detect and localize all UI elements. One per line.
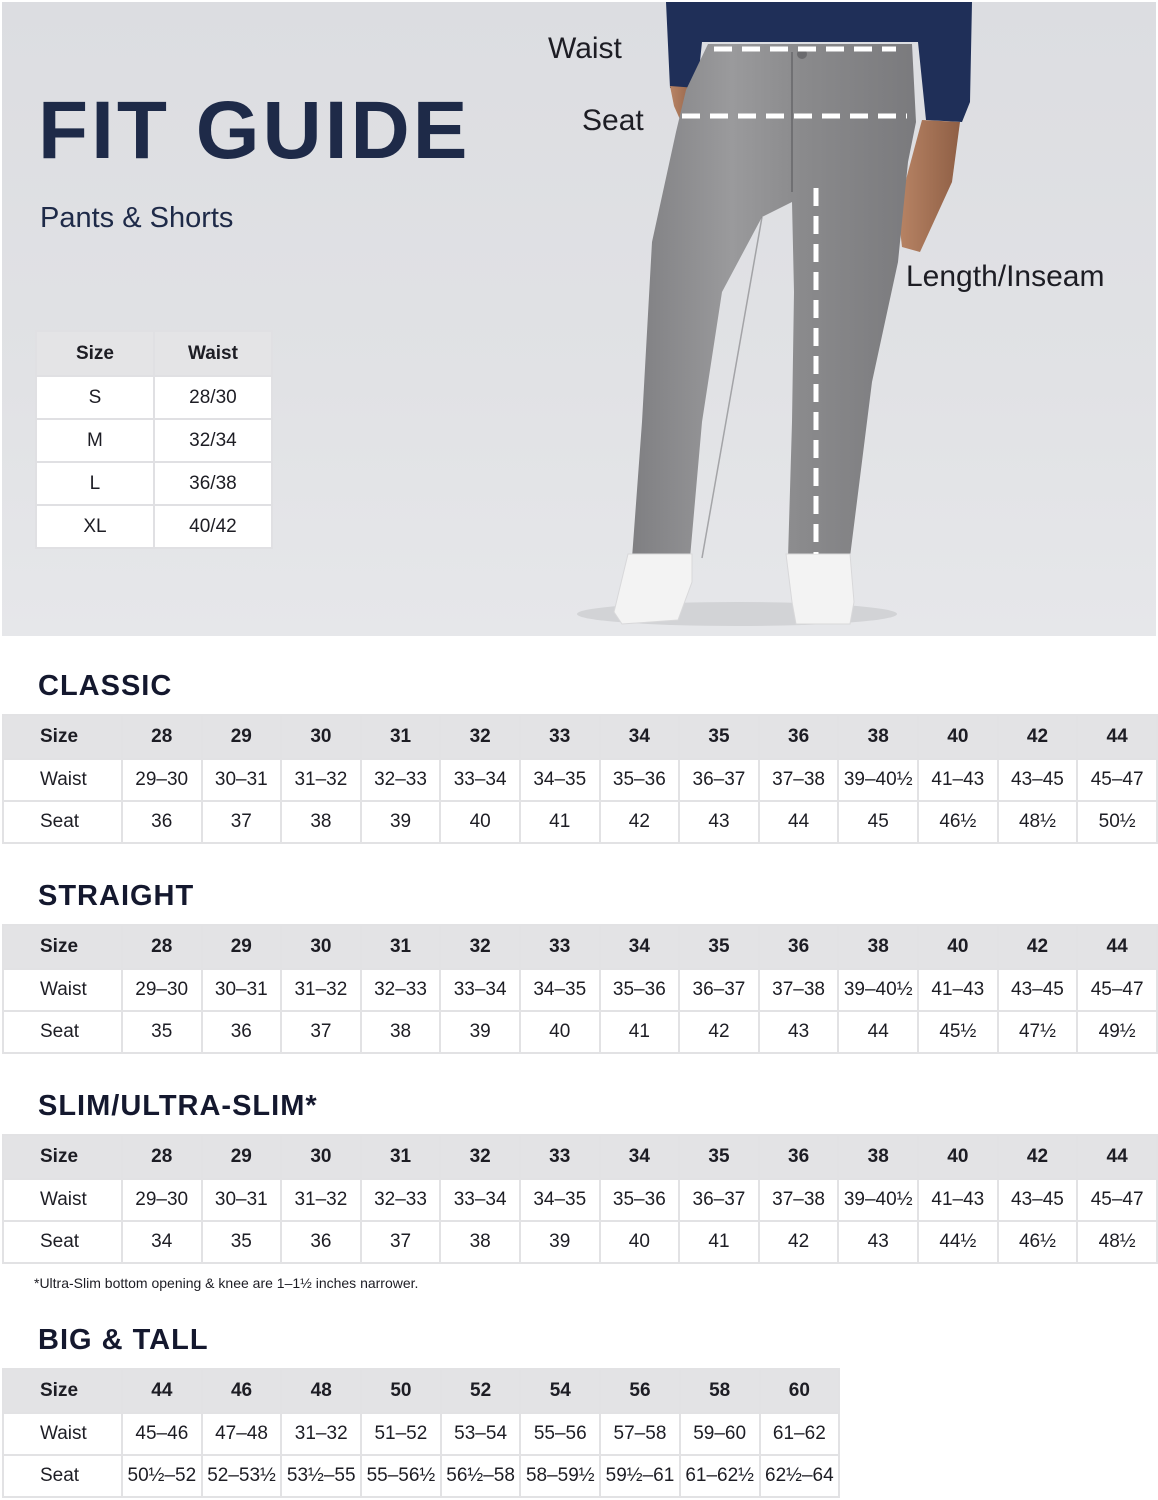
waist-cell: 34–35 — [520, 1179, 600, 1221]
length-inseam-measure-label: Length/Inseam — [906, 260, 1105, 293]
seat-cell: 58–59½ — [520, 1455, 600, 1497]
waist-cell: 31–32 — [281, 759, 361, 801]
size-header-cell: 33 — [520, 925, 600, 969]
size-header-cell: 33 — [520, 715, 600, 759]
waist-cell: 36/38 — [154, 462, 272, 505]
seat-cell: 36 — [281, 1221, 361, 1263]
seat-measure-label: Seat — [582, 104, 644, 137]
seat-cell: 38 — [440, 1221, 520, 1263]
waist-cell: 55–56 — [520, 1413, 600, 1455]
size-header-cell: 35 — [679, 715, 759, 759]
seat-cell: 41 — [679, 1221, 759, 1263]
size-header-cell: 40 — [918, 715, 998, 759]
row-label: Size — [3, 715, 122, 759]
row-label: Waist — [3, 969, 122, 1011]
table-row — [3, 801, 1157, 843]
seat-cell: 59½–61 — [600, 1455, 680, 1497]
straight-fit-title: STRAIGHT — [38, 880, 195, 912]
size-header-cell: 34 — [600, 925, 680, 969]
big-tall-fit-title: BIG & TALL — [38, 1324, 209, 1356]
fit-guide-hero — [2, 2, 1156, 636]
waist-cell: 41–43 — [918, 1179, 998, 1221]
row-label: Seat — [3, 1221, 122, 1263]
table-row — [36, 462, 272, 505]
seat-cell: 43 — [679, 801, 759, 843]
row-label: Seat — [3, 1011, 122, 1053]
size-header-cell: 32 — [440, 1135, 520, 1179]
size-header-cell: 35 — [679, 1135, 759, 1179]
table-row — [3, 1179, 1157, 1221]
page-title: FIT GUIDE — [38, 85, 471, 176]
waist-cell: 61–62 — [760, 1413, 840, 1455]
seat-cell: 44½ — [918, 1221, 998, 1263]
row-label: Seat — [3, 801, 122, 843]
alpha-size-table — [35, 330, 273, 549]
size-header-cell: 30 — [281, 925, 361, 969]
seat-cell: 43 — [759, 1011, 839, 1053]
size-header-cell: 48 — [281, 1369, 361, 1413]
size-header-cell: 29 — [202, 1135, 282, 1179]
seat-cell: 44 — [838, 1011, 918, 1053]
seat-cell: 49½ — [1077, 1011, 1157, 1053]
size-header-cell: 34 — [600, 1135, 680, 1179]
seat-cell: 36 — [122, 801, 202, 843]
row-label: Size — [3, 925, 122, 969]
row-label: Waist — [3, 1413, 122, 1455]
size-header-cell: 36 — [759, 1135, 839, 1179]
waist-cell: 37–38 — [759, 969, 839, 1011]
waist-cell: 33–34 — [440, 1179, 520, 1221]
seat-cell: 40 — [600, 1221, 680, 1263]
table-row — [3, 969, 1157, 1011]
waist-cell: 31–32 — [281, 969, 361, 1011]
size-cell: S — [36, 376, 154, 419]
seat-cell: 41 — [600, 1011, 680, 1053]
seat-cell: 42 — [759, 1221, 839, 1263]
seat-cell: 37 — [202, 801, 282, 843]
waist-cell: 59–60 — [680, 1413, 760, 1455]
seat-cell: 39 — [520, 1221, 600, 1263]
row-label: Size — [3, 1369, 122, 1413]
classic-size-table — [2, 714, 1158, 844]
waist-cell: 36–37 — [679, 969, 759, 1011]
size-header-cell: 42 — [998, 715, 1078, 759]
row-label: Seat — [3, 1455, 122, 1497]
seat-cell: 39 — [440, 1011, 520, 1053]
size-cell: M — [36, 419, 154, 462]
size-header-cell: 36 — [759, 925, 839, 969]
waist-cell: 57–58 — [600, 1413, 680, 1455]
waist-cell: 35–36 — [600, 759, 680, 801]
waist-cell: 40/42 — [154, 505, 272, 548]
classic-fit-title: CLASSIC — [38, 670, 173, 702]
size-header-cell: 44 — [1077, 715, 1157, 759]
size-header-cell: 42 — [998, 925, 1078, 969]
waist-cell: 43–45 — [998, 759, 1078, 801]
size-header-cell: 42 — [998, 1135, 1078, 1179]
table-row — [3, 1455, 839, 1497]
seat-cell: 36 — [202, 1011, 282, 1053]
seat-cell: 35 — [122, 1011, 202, 1053]
waist-cell: 31–32 — [281, 1413, 361, 1455]
seat-cell: 52–53½ — [202, 1455, 282, 1497]
waist-cell: 41–43 — [918, 969, 998, 1011]
waist-cell: 29–30 — [122, 969, 202, 1011]
size-header-cell: 32 — [440, 925, 520, 969]
seat-cell: 50½ — [1077, 801, 1157, 843]
waist-cell: 29–30 — [122, 1179, 202, 1221]
slim-fit-title: SLIM/ULTRA-SLIM* — [38, 1090, 318, 1122]
waist-cell: 39–40½ — [838, 759, 918, 801]
size-header-cell: 58 — [680, 1369, 760, 1413]
waist-cell: 47–48 — [202, 1413, 282, 1455]
seat-cell: 53½–55 — [281, 1455, 361, 1497]
seat-cell: 40 — [440, 801, 520, 843]
size-header-cell: 54 — [520, 1369, 600, 1413]
table-header-row — [3, 715, 1157, 759]
page-subtitle: Pants & Shorts — [40, 202, 234, 234]
seat-cell: 37 — [281, 1011, 361, 1053]
waist-cell: 35–36 — [600, 969, 680, 1011]
table-row — [36, 505, 272, 548]
waist-cell: 39–40½ — [838, 1179, 918, 1221]
size-header-cell: 34 — [600, 715, 680, 759]
waist-cell: 45–47 — [1077, 759, 1157, 801]
seat-cell: 37 — [361, 1221, 441, 1263]
waist-cell: 30–31 — [202, 969, 282, 1011]
row-label: Waist — [3, 759, 122, 801]
size-header-cell: 44 — [1077, 925, 1157, 969]
seat-cell: 55–56½ — [361, 1455, 441, 1497]
table-row — [36, 419, 272, 462]
size-header-cell: 38 — [838, 925, 918, 969]
waist-cell: 43–45 — [998, 969, 1078, 1011]
seat-cell: 34 — [122, 1221, 202, 1263]
header-cell: Waist — [154, 331, 272, 376]
seat-cell: 43 — [838, 1221, 918, 1263]
seat-cell: 48½ — [1077, 1221, 1157, 1263]
waist-cell: 34–35 — [520, 969, 600, 1011]
waist-measure-label: Waist — [548, 32, 622, 65]
waist-cell: 37–38 — [759, 759, 839, 801]
waist-cell: 34–35 — [520, 759, 600, 801]
size-header-cell: 56 — [600, 1369, 680, 1413]
waist-cell: 33–34 — [440, 969, 520, 1011]
size-header-cell: 29 — [202, 925, 282, 969]
waist-cell: 41–43 — [918, 759, 998, 801]
size-header-cell: 50 — [361, 1369, 441, 1413]
seat-cell: 38 — [281, 801, 361, 843]
seat-cell: 61–62½ — [680, 1455, 760, 1497]
table-row — [3, 1413, 839, 1455]
size-cell: XL — [36, 505, 154, 548]
waist-cell: 51–52 — [361, 1413, 441, 1455]
waist-cell: 28/30 — [154, 376, 272, 419]
seat-cell: 48½ — [998, 801, 1078, 843]
size-header-cell: 33 — [520, 1135, 600, 1179]
waist-cell: 39–40½ — [838, 969, 918, 1011]
table-row — [36, 376, 272, 419]
size-header-cell: 40 — [918, 925, 998, 969]
size-header-cell: 28 — [122, 1135, 202, 1179]
table-header-row — [36, 331, 272, 376]
waist-cell: 35–36 — [600, 1179, 680, 1221]
size-header-cell: 31 — [361, 715, 441, 759]
size-header-cell: 32 — [440, 715, 520, 759]
waist-cell: 45–47 — [1077, 969, 1157, 1011]
table-header-row — [3, 925, 1157, 969]
slim-size-table — [2, 1134, 1158, 1264]
size-header-cell: 30 — [281, 715, 361, 759]
waist-cell: 45–47 — [1077, 1179, 1157, 1221]
size-header-cell: 52 — [441, 1369, 521, 1413]
seat-cell: 47½ — [998, 1011, 1078, 1053]
waist-cell: 31–32 — [281, 1179, 361, 1221]
waist-cell: 32/34 — [154, 419, 272, 462]
ultra-slim-footnote: *Ultra-Slim bottom opening & knee are 1–1½ inches narrower. — [34, 1275, 419, 1291]
seat-cell: 42 — [679, 1011, 759, 1053]
size-header-cell: 28 — [122, 715, 202, 759]
size-header-cell: 30 — [281, 1135, 361, 1179]
waist-cell: 29–30 — [122, 759, 202, 801]
seat-cell: 62½–64 — [760, 1455, 840, 1497]
waist-cell: 36–37 — [679, 1179, 759, 1221]
waist-cell: 37–38 — [759, 1179, 839, 1221]
size-header-cell: 38 — [838, 715, 918, 759]
seat-cell: 39 — [361, 801, 441, 843]
size-cell: L — [36, 462, 154, 505]
size-header-cell: 44 — [1077, 1135, 1157, 1179]
table-header-row — [3, 1135, 1157, 1179]
waist-cell: 33–34 — [440, 759, 520, 801]
seat-cell: 50½–52 — [122, 1455, 202, 1497]
waist-cell: 32–33 — [361, 1179, 441, 1221]
seat-cell: 38 — [361, 1011, 441, 1053]
size-header-cell: 31 — [361, 1135, 441, 1179]
waist-cell: 36–37 — [679, 759, 759, 801]
seat-cell: 42 — [600, 801, 680, 843]
big-tall-size-table — [2, 1368, 840, 1498]
size-header-cell: 40 — [918, 1135, 998, 1179]
waist-cell: 30–31 — [202, 759, 282, 801]
size-header-cell: 31 — [361, 925, 441, 969]
seat-cell: 56½–58 — [441, 1455, 521, 1497]
table-row — [3, 1011, 1157, 1053]
straight-size-table — [2, 924, 1158, 1054]
size-header-cell: 44 — [122, 1369, 202, 1413]
size-header-cell: 46 — [202, 1369, 282, 1413]
row-label: Size — [3, 1135, 122, 1179]
seat-cell: 45 — [838, 801, 918, 843]
waist-cell: 32–33 — [361, 969, 441, 1011]
table-row — [3, 1221, 1157, 1263]
seat-cell: 41 — [520, 801, 600, 843]
waist-cell: 45–46 — [122, 1413, 202, 1455]
table-row — [3, 759, 1157, 801]
seat-cell: 46½ — [998, 1221, 1078, 1263]
size-header-cell: 28 — [122, 925, 202, 969]
size-header-cell: 29 — [202, 715, 282, 759]
seat-cell: 46½ — [918, 801, 998, 843]
waist-cell: 32–33 — [361, 759, 441, 801]
seat-cell: 35 — [202, 1221, 282, 1263]
header-cell: Size — [36, 331, 154, 376]
seat-cell: 44 — [759, 801, 839, 843]
size-header-cell: 36 — [759, 715, 839, 759]
waist-cell: 43–45 — [998, 1179, 1078, 1221]
waist-cell: 53–54 — [441, 1413, 521, 1455]
size-header-cell: 35 — [679, 925, 759, 969]
waist-cell: 30–31 — [202, 1179, 282, 1221]
size-header-cell: 38 — [838, 1135, 918, 1179]
table-header-row — [3, 1369, 839, 1413]
row-label: Waist — [3, 1179, 122, 1221]
size-header-cell: 60 — [760, 1369, 840, 1413]
seat-cell: 40 — [520, 1011, 600, 1053]
seat-cell: 45½ — [918, 1011, 998, 1053]
